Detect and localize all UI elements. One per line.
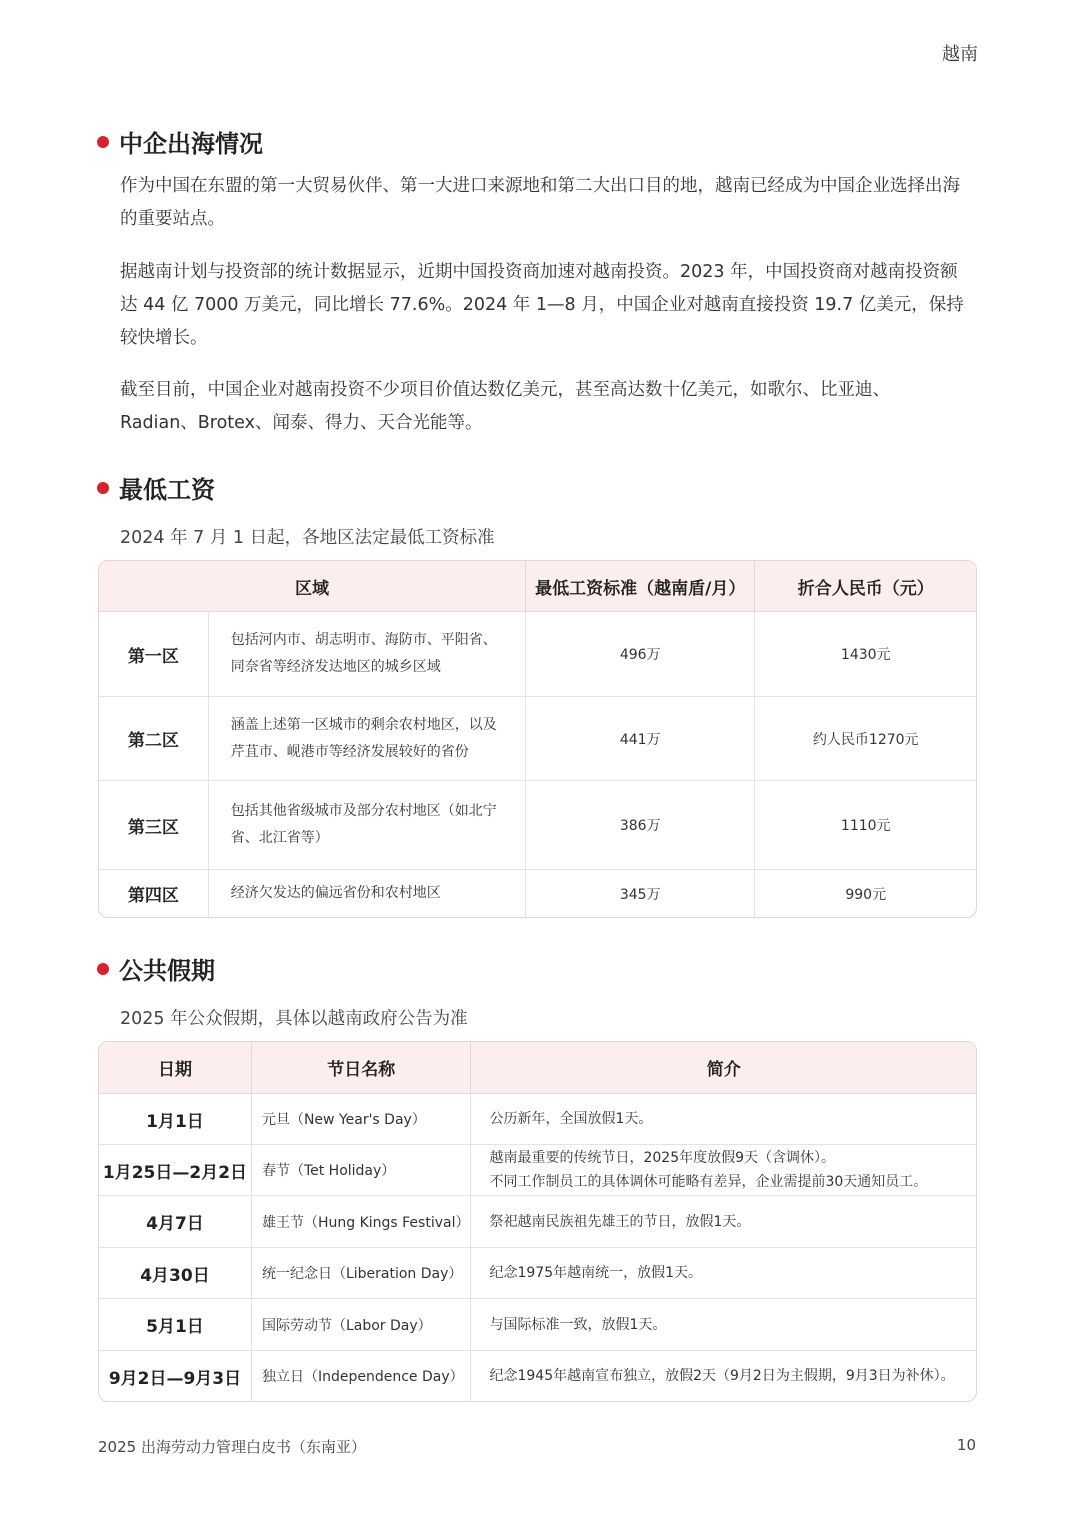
zone-name: 第三区 — [99, 781, 209, 870]
section-title-text: 最低工资 — [119, 476, 215, 504]
zone-name: 第一区 — [99, 612, 209, 697]
column-header: 节日名称 — [252, 1042, 472, 1094]
zone-description: 经济欠发达的偏远省份和农村地区 — [209, 870, 526, 917]
description-line: 公历新年，全国放假1天。 — [489, 1111, 653, 1127]
description-line: 祭祀越南民族祖先雄王的节日，放假1天。 — [489, 1213, 751, 1230]
bullet-icon — [97, 482, 109, 494]
column-header: 日期 — [99, 1042, 252, 1094]
header-country: 越南 — [942, 44, 978, 65]
bullet-icon — [97, 963, 109, 975]
column-header: 折合人民币（元） — [755, 561, 976, 612]
table-row — [99, 1196, 976, 1248]
holiday-description — [471, 1248, 976, 1299]
holiday-description — [471, 1196, 976, 1248]
holiday-name: 春节（Tet Holiday） — [252, 1145, 472, 1196]
section-title-holidays — [97, 951, 215, 986]
table-row — [99, 1145, 976, 1196]
table-caption: 2025 年公众假期，具体以越南政府公告为准 — [120, 1009, 468, 1029]
holiday-description — [471, 1145, 976, 1196]
table-row — [99, 1351, 976, 1401]
paragraph: 据越南计划与投资部的统计数据显示，近期中国投资商加速对越南投资。2023 年，中国投资商对越南投资额达 44 亿 7000 万美元，同比增长 77.6%。2024 年 1—8 月，中国企业对越南直接投资 19.7 亿美元，保持较快增长。 — [120, 262, 964, 348]
table-row — [99, 697, 976, 781]
wage-value: 345万 — [526, 870, 755, 917]
section-title-text: 公共假期 — [119, 957, 215, 985]
paragraph: 截至目前，中国企业对越南投资不少项目价值达数亿美元，甚至高达数十亿美元，如歌尔、比亚迪、Radian、Brotex、闻泰、得力、天合光能等。 — [120, 380, 890, 433]
table-row — [99, 781, 976, 870]
holiday-description — [471, 1094, 976, 1145]
description-line: 纪念1945年越南宣布独立，放假2天（9月2日为主假期，9月3日为补休）。 — [489, 1368, 955, 1384]
section-title-investment — [97, 124, 263, 159]
holiday-date: 1月25日—2月2日 — [99, 1145, 252, 1196]
rmb-value: 1430元 — [755, 612, 976, 697]
wage-value: 496万 — [526, 612, 755, 697]
table-caption: 2024 年 7 月 1 日起，各地区法定最低工资标准 — [120, 528, 495, 548]
min-wage-table — [98, 560, 977, 918]
table-header-row — [99, 561, 976, 612]
table-row — [99, 1299, 976, 1351]
holiday-name: 元旦（New Year's Day） — [252, 1094, 472, 1145]
wage-value: 386万 — [526, 781, 755, 870]
zone-name: 第二区 — [99, 697, 209, 781]
holiday-table — [98, 1041, 977, 1402]
table-row — [99, 1248, 976, 1299]
holiday-date: 4月30日 — [99, 1248, 252, 1299]
rmb-value: 约人民币1270元 — [755, 697, 976, 781]
holiday-date: 1月1日 — [99, 1094, 252, 1145]
description-line: 纪念1975年越南统一，放假1天。 — [489, 1265, 703, 1281]
holiday-description — [471, 1351, 976, 1401]
table-row — [99, 1094, 976, 1145]
rmb-value: 990元 — [845, 886, 887, 903]
zone-description: 包括其他省级城市及部分农村地区（如北宁省、北江省等） — [209, 781, 526, 870]
zone-description: 包括河内市、胡志明市、海防市、平阳省、同奈省等经济发达地区的城乡区域 — [209, 612, 526, 697]
holiday-date: 4月7日 — [99, 1196, 252, 1248]
table-row — [99, 870, 976, 917]
table-row — [99, 612, 976, 697]
column-header: 区域 — [99, 561, 526, 612]
rmb-value: 1110元 — [755, 781, 976, 870]
paragraph: 作为中国在东盟的第一大贸易伙伴、第一大进口来源地和第二大出口目的地，越南已经成为中国企业选择出海的重要站点。 — [120, 176, 960, 229]
wage-value: 441万 — [526, 697, 755, 781]
table-header-row — [99, 1042, 976, 1094]
footer-title: 2025 出海劳动力管理白皮书（东南亚） — [98, 1438, 366, 1456]
page-number: 10 — [956, 1436, 976, 1454]
holiday-name: 统一纪念日（Liberation Day） — [252, 1248, 472, 1299]
bullet-icon — [97, 136, 109, 148]
column-header: 最低工资标准（越南盾/月） — [526, 561, 755, 612]
holiday-date: 9月2日—9月3日 — [99, 1351, 252, 1401]
description-line: 不同工作制员工的具体调休可能略有差异，企业需提前30天通知员工。 — [489, 1174, 928, 1190]
description-line: 越南最重要的传统节日，2025年度放假9天（含调休）。 — [489, 1150, 836, 1166]
holiday-name: 国际劳动节（Labor Day） — [252, 1299, 472, 1351]
holiday-name: 雄王节（Hung Kings Festival） — [252, 1196, 472, 1248]
holiday-date: 5月1日 — [99, 1299, 252, 1351]
holiday-description — [471, 1299, 976, 1351]
section-title-text: 中企出海情况 — [119, 130, 263, 158]
holiday-name: 独立日（Independence Day） — [252, 1351, 472, 1401]
section-title-min-wage — [97, 470, 215, 505]
zone-name: 第四区 — [99, 870, 209, 917]
column-header: 简介 — [471, 1042, 976, 1094]
description-line: 与国际标准一致，放假1天。 — [489, 1316, 667, 1333]
zone-description: 涵盖上述第一区城市的剩余农村地区，以及芹苴市、岘港市等经济发展较好的省份 — [209, 697, 526, 781]
